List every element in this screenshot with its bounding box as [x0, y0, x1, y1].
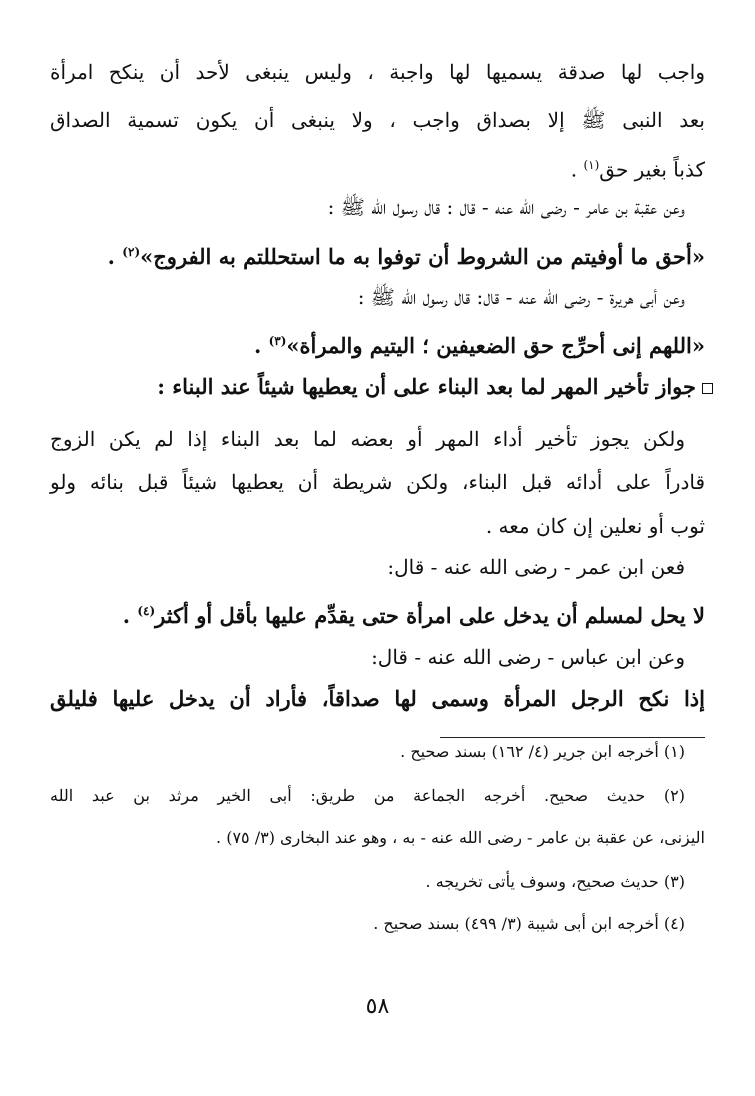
footnote-4: (٤) أخرجه ابن أبى شيبة (٣/ ٤٩٩) بسند صحيح .: [373, 914, 685, 933]
hadith-quote-4: إذا نكح الرجل المرأة وسمى لها صداقاً، فأراد أن يدخل عليها فليلق: [50, 686, 705, 711]
body-line-4: وعن عقبة بن عامر - رضى الله عنه - قال : قال رسول الله ﷺ :: [327, 195, 685, 219]
body-line-2: بعد النبى ﷺ إلا بصداق واجب ، ولا ينبغى أن يكون تسمية الصداق: [50, 108, 705, 132]
footnote-ref-4: (٤): [137, 604, 156, 618]
footnote-2: (٢) حديث صحيح. أخرجه الجماعة من طريق: أبى الخير مرثد بن عبد الله: [50, 786, 685, 805]
body-line-3: [50, 151, 705, 184]
square-bullet-icon: [702, 383, 713, 394]
hadith-quote-2: [50, 327, 705, 360]
body-line-6: وعن أبى هريرة - رضى الله عنه - قال: قال رسول الله ﷺ :: [357, 285, 685, 309]
body-line-11: ثوب أو نعلين إن كان معه .: [485, 514, 705, 538]
hadith-quote-3: [50, 597, 705, 630]
body-line-9: ولكن يجوز تأخير أداء المهر أو بعضه لما بعد البناء إذا لم يكن الزوج: [50, 427, 685, 451]
footnote-2-cont: اليزنى، عن عقبة بن عامر - رضى الله عنه - به ، وهو عند البخارى (٣/ ٧٥) .: [216, 828, 705, 847]
footnote-separator: [440, 737, 705, 738]
body-line-1: واجب لها صدقة يسميها لها واجبة ، وليس ينبغى لأحد أن ينكح امرأة: [50, 60, 705, 84]
footnote-1: (١) أخرجه ابن جرير (٤/ ١٦٢) بسند صحيح .: [400, 742, 685, 761]
footnote-3: (٣) حديث صحيح، وسوف يأتى تخريجه .: [425, 872, 685, 891]
line-end: .: [570, 157, 584, 182]
footnote-ref-2: (٢): [122, 245, 141, 259]
body-line-14: وعن ابن عباس - رضى الله عنه - قال:: [371, 645, 685, 669]
hadith-quote-2-text: «اللهم إنى أحرِّج حق الضعيفين ؛ اليتيم والمرأة»: [286, 333, 705, 358]
hadith-quote-1-text: «أحق ما أوفيتم من الشروط أن توفوا به ما استحللتم به الفروج»: [140, 244, 705, 269]
body-line-12: فعن ابن عمر - رضى الله عنه - قال:: [387, 555, 685, 579]
body-line-10: قادراً على أدائه قبل البناء، ولكن شريطة أن يعطيها شيئاً قبل بنائه ولو: [50, 470, 705, 494]
section-heading: [50, 373, 713, 401]
body-line-3-text: كذباً بغير حق: [599, 157, 705, 182]
line-end: .: [107, 244, 123, 269]
page-number: ٥٨: [365, 994, 390, 1019]
footnote-ref-1: (١): [583, 158, 600, 172]
line-end: .: [253, 333, 269, 358]
line-end: .: [122, 603, 138, 628]
hadith-quote-1: [50, 238, 705, 271]
hadith-quote-3-text: لا يحل لمسلم أن يدخل على امرأة حتى يقدِّم عليها بأقل أو أكثر: [155, 603, 705, 628]
section-heading-text: جواز تأخير المهر لما بعد البناء على أن يعطيها شيئاً عند البناء :: [157, 374, 696, 399]
footnote-ref-3: (٣): [268, 334, 287, 348]
